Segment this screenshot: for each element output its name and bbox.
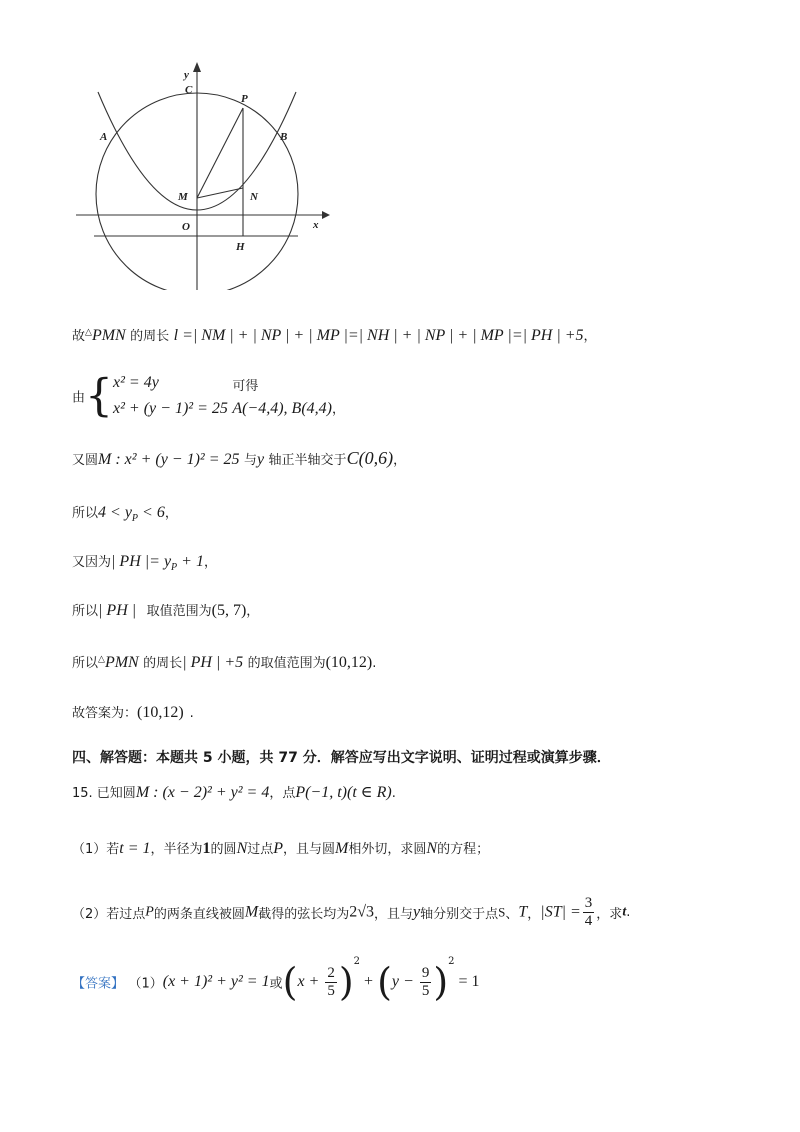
exponent: 2: [448, 956, 455, 967]
segment-mp: [197, 108, 243, 198]
math-inequality: $4 < y_P < 6$: [98, 504, 165, 525]
text: ，求: [596, 907, 623, 922]
math-answer-circle-1: (x + 1)² + y² = 1: [162, 973, 270, 990]
text: 轴正半轴交于: [268, 453, 347, 468]
text: .: [626, 905, 631, 920]
math-pmn: PMN: [91, 327, 126, 344]
label-y: y: [184, 69, 189, 81]
math-perimeter-formula: l =| NM | + | NP | + | MP |=| NH | + | NP | + | MP |=| PH | +5: [173, 327, 584, 344]
math-y: y: [413, 903, 421, 921]
text: ，: [203, 555, 217, 570]
triangle-symbol: △: [85, 327, 92, 338]
text: ，: [583, 329, 597, 344]
text: 又因为: [72, 555, 112, 570]
question-15-part-2: [72, 895, 630, 930]
label-h: H: [236, 241, 245, 253]
text: 取值范围为: [146, 604, 212, 619]
text: 由: [72, 390, 86, 406]
solution-line-5: [72, 551, 217, 573]
text: 与: [243, 453, 257, 468]
math-ph-plus-5: | PH | +5: [182, 654, 244, 671]
text: 、: [505, 907, 519, 922]
solution-line-1: [72, 325, 597, 345]
text: 的取值范围为: [247, 656, 326, 671]
math-p: P: [273, 840, 284, 857]
geometry-figure: [70, 60, 330, 290]
text: ，: [393, 453, 407, 468]
text: 的方程；: [437, 842, 490, 857]
text: ，: [527, 907, 541, 922]
solution-line-4: [72, 502, 178, 524]
text: 过点: [247, 842, 274, 857]
label-o: O: [182, 221, 190, 233]
text: 轴分别交于点: [420, 907, 499, 922]
text: ，点: [269, 786, 296, 801]
text: 故: [72, 329, 86, 344]
text: 所以: [72, 506, 99, 521]
question-15-part-1: [72, 838, 489, 858]
math-t-var: t: [622, 904, 627, 920]
math-n: N: [426, 840, 438, 857]
math-equals-one: = 1: [454, 973, 480, 990]
text: ，: [164, 506, 178, 521]
section-heading: 四、解答题：本题共 5 小题，共 77 分．解答应写出文字说明、证明过程或演算步骤．: [72, 750, 611, 766]
answer-line: [72, 956, 480, 1004]
math-plus: +: [360, 973, 378, 990]
math-equation-1: x² = 4y: [113, 374, 159, 391]
text: ，且与圆: [283, 842, 336, 857]
text: 所以: [72, 656, 99, 671]
math-circle-m: M : (x − 2)² + y² = 4: [135, 784, 270, 801]
text: （1）若: [72, 842, 120, 857]
math-y-term: y −: [391, 973, 418, 990]
math-ph-equation: | PH |= $y_P + 1$: [111, 553, 204, 574]
math-circle-m: M : x² + (y − 1)² = 25: [98, 451, 240, 468]
segment-mn: [197, 188, 243, 198]
math-point-p: P(−1, t)(t ∈ R): [295, 784, 392, 801]
math-ph: | PH |: [98, 602, 137, 619]
solution-line-6: [72, 600, 259, 620]
text: .: [391, 786, 396, 801]
text: 15. 已知圆: [72, 786, 136, 801]
answer-tag: 【答案】: [72, 976, 125, 992]
math-t-point: T: [518, 903, 528, 921]
paren-open: (: [377, 960, 392, 1004]
left-brace: {: [85, 370, 114, 422]
text: 的圆: [210, 842, 237, 857]
text: 的周长: [143, 656, 183, 671]
fraction-three-quarters: $\frac{3}{4}$: [584, 895, 593, 929]
solution-line-2: [72, 370, 345, 422]
math-pmn: PMN: [104, 654, 139, 671]
math-p: P: [145, 904, 154, 920]
text: 的周长: [130, 329, 170, 344]
triangle-symbol: △: [98, 654, 105, 665]
math-s: S: [498, 904, 506, 920]
label-p: P: [241, 93, 248, 105]
text: 的两条直线被圆: [153, 907, 245, 922]
label-n: N: [250, 191, 258, 203]
math-m: M: [244, 903, 259, 921]
label-a: A: [100, 131, 108, 143]
text: ，: [331, 401, 345, 417]
math-intersection-points: A(−4,4), B(4,4): [232, 399, 332, 417]
math-equation-2: x² + (y − 1)² = 25: [113, 400, 228, 417]
math-point-c: C(0,6): [346, 448, 394, 468]
label-x: x: [313, 219, 319, 231]
paren-close: ): [433, 960, 449, 1004]
exponent: 2: [353, 956, 361, 967]
text: ，: [246, 604, 260, 619]
math-t: t = 1: [119, 840, 151, 857]
text: 可得: [232, 378, 259, 394]
fraction-nine-fifths: $\frac{9}{5}$: [421, 964, 430, 999]
text: （1）: [128, 976, 163, 992]
text: 截得的弦长均为: [258, 907, 350, 922]
solution-line-3: [72, 448, 406, 469]
text: 相外切，求圆: [348, 842, 427, 857]
math-chord-length: 2√3: [349, 903, 374, 921]
paren-close: ): [338, 960, 354, 1004]
text: .: [189, 706, 194, 721]
text: 或: [269, 976, 283, 992]
label-b: B: [280, 131, 288, 143]
text: （2）若过点: [72, 907, 146, 922]
paren-open: (: [282, 960, 298, 1004]
math-range: (10,12): [137, 704, 184, 721]
text: 故答案为：: [72, 706, 138, 721]
question-15: [72, 782, 396, 802]
text: 所以: [72, 604, 99, 619]
math-range: (5, 7): [211, 602, 247, 619]
text: ，且与: [373, 907, 413, 922]
math-x-term: x +: [297, 973, 324, 990]
y-axis-arrow: [193, 62, 201, 72]
math-n: N: [236, 840, 248, 857]
math-y: y: [256, 451, 265, 468]
text: 又圆: [72, 453, 99, 468]
text: ，半径为: [150, 842, 203, 857]
x-axis-arrow: [322, 211, 330, 219]
fraction-two-fifths: $\frac{2}{5}$: [327, 964, 335, 999]
solution-line-8: [72, 702, 194, 722]
label-m: M: [178, 191, 188, 203]
solution-line-7: [72, 652, 376, 672]
text: .: [372, 656, 377, 671]
math-m: M: [335, 840, 349, 857]
math-st-length: |ST| =: [540, 903, 581, 921]
label-c: C: [185, 84, 193, 96]
math-one: 1: [202, 840, 211, 857]
math-range: (10,12): [325, 654, 373, 671]
